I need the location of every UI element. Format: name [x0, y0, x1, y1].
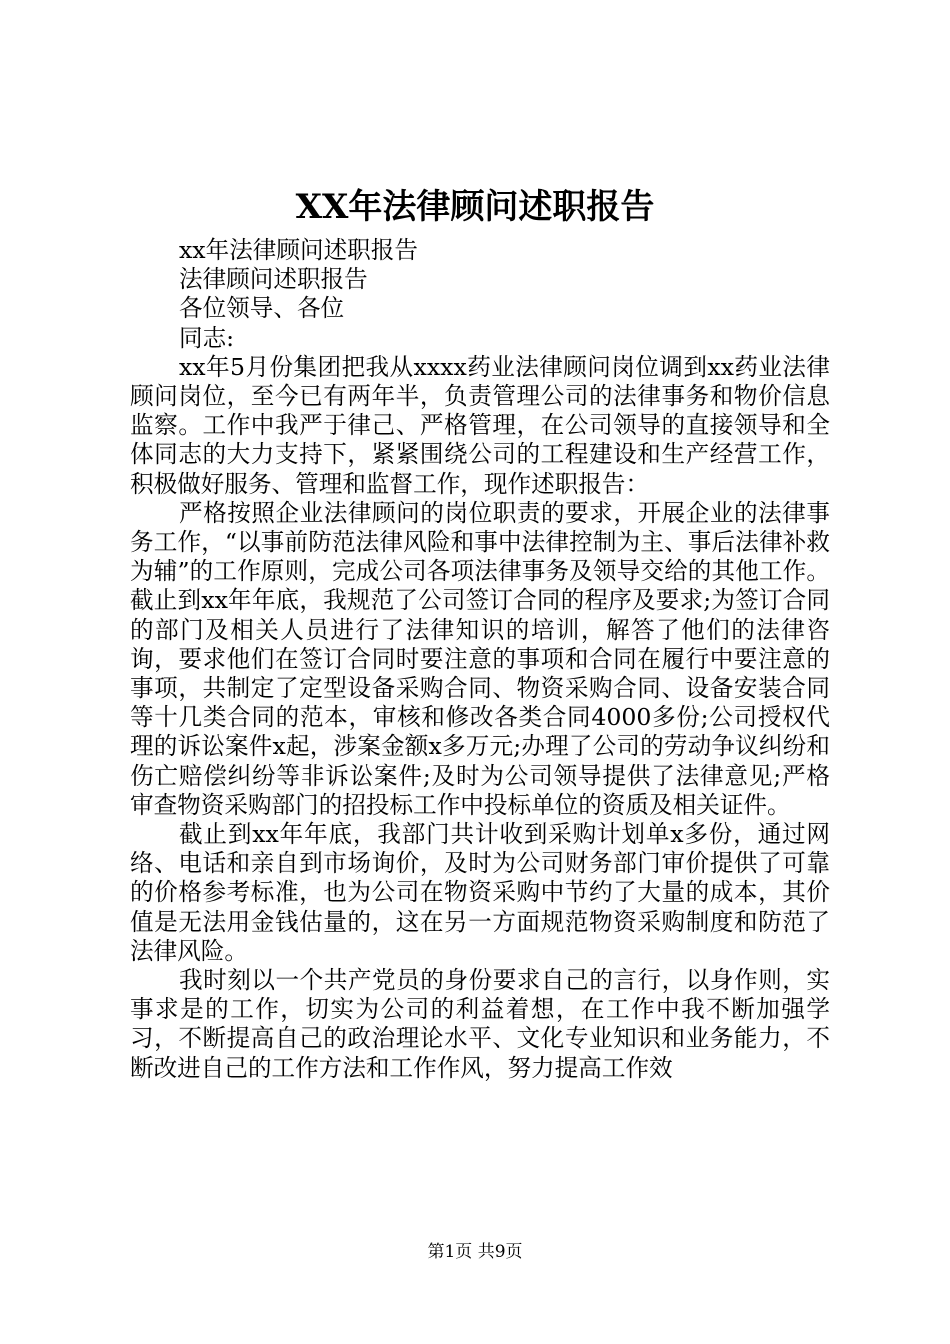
heading-line: xx年法律顾问述职报告	[179, 236, 418, 264]
document-body	[130, 236, 830, 1083]
page-number: 第1页 共9页	[427, 1242, 523, 1262]
paragraph: 我时刻以一个共产党员的身份要求自己的言行，以身作则，实事求是的工作，切实为公司的利益着想，在工作中我不断加强学习，不断提高自己的政治理论水平、文化专业知识和业务能力，不断改进自己的工作方法和工作作风，努力提高工作效	[130, 966, 830, 1082]
salutation-line: 各位领导、各位	[179, 294, 345, 323]
paragraph: xx年5月份集团把我从xxxx药业法律顾问岗位调到xx药业法律顾问岗位，至今已有两年半，负责管理公司的法律事务和物价信息监察。工作中我严于律己、严格管理，在公司领导的直接领导和全体同志的大力支持下，紧紧围绕公司的工程建设和生产经营工作，积极做好服务、管理和监督工作，现作述职报告：	[130, 352, 830, 498]
paragraph: 严格按照企业法律顾问的岗位职责的要求，开展企业的法律事务工作，“以事前防范法律风险和事中法律控制为主、事后法律补救为辅”的工作原则，完成公司各项法律事务及领导交给的其他工作。截止到xx年年底，我规范了公司签订合同的程序及要求;为签订合同的部门及相关人员进行了法律知识的培训，解答了他们的法律咨询，要求他们在签订合同时要注意的事项和合同在履行中要注意的事项，共制定了定型设备采购合同、物资采购合同、设备安装合同等十几类合同的范本，审核和修改各类合同4000多份;公司授权代理的诉讼案件x起，涉案金额x多万元;办理了公司的劳动争议纠纷和伤亡赔偿纠纷等非诉讼案件;及时为公司领导提供了法律意见;严格审查物资采购部门的招投标工作中投标单位的资质及相关证件。	[130, 498, 830, 819]
document-title: XX年法律顾问述职报告	[295, 187, 655, 227]
paragraph: 截止到xx年年底，我部门共计收到采购计划单x多份，通过网络、电话和亲自到市场询价，及时为公司财务部门审价提供了可靠的价格参考标准，也为公司在物资采购中节约了大量的成本，其价值是无法用金钱估量的，这在另一方面规范物资采购制度和防范了法律风险。	[130, 820, 830, 965]
salutation-line: 同志:	[179, 323, 235, 352]
subheading-line: 法律顾问述职报告	[179, 265, 368, 294]
